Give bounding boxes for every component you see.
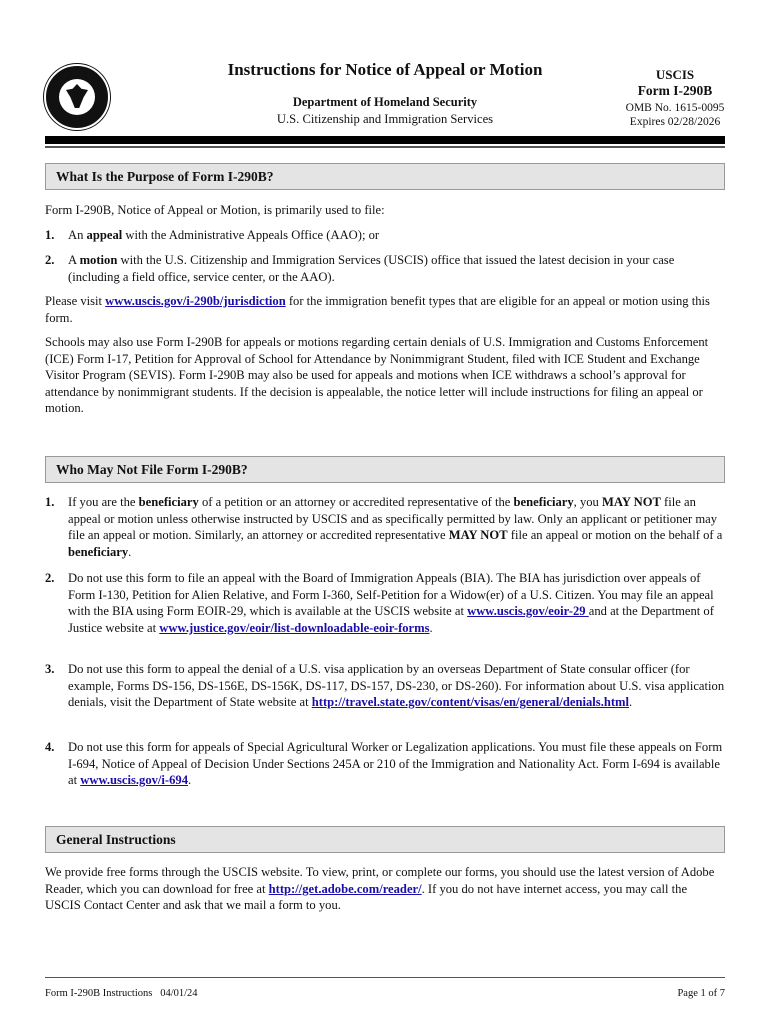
list-item: 1. An appeal with the Administrative Appeals Office (AAO); or [45,228,380,242]
list-item: 2. A motion with the U.S. Citizenship and Immigration Services (USCIS) office that issued the latest decision in your case (including a field office, service center, or the AAO). [45,253,675,284]
list-item: 4. Do not use this form for appeals of Special Agricultural Worker or Legalization applications. You must file these appeals on Form I-694, Notice of Appeal of Decision Under Sections 245A or 210 of the Immigration and Nationality Act. Form I-694 is available at www.uscis.gov/i-694. [45,740,723,788]
dhs-seal-icon [44,64,110,130]
page-number: Page 1 of 7 [677,988,725,999]
adobe-reader-link[interactable]: http://get.adobe.com/reader/ [268,881,422,896]
agency: U.S. Citizenship and Immigration Services [276,112,494,126]
department: Department of Homeland Security [292,95,478,109]
header-divider [45,136,725,144]
omb-number: OMB No. 1615-0095 [625,102,725,114]
i-694-link[interactable]: www.uscis.gov/i-694 [80,773,189,788]
eoir-29-link[interactable]: www.uscis.gov/eoir-29 [467,604,589,619]
header-divider-thin [45,146,725,148]
list-item: 1. If you are the beneficiary of a petition or an attorney or accredited representative of the beneficiary, you MAY NOT file an appeal or motion unless otherwise instructed by USCIS and as specifically permitted by law. Only an applicant or petitioner may file an appeal or motion. Similarly, an attorney or accredited representative MAY NOT file an appeal or motion on the behalf of a beneficiary. [45,495,723,559]
schools-paragraph: Schools may also use Form I-290B for appeals or motions regarding certain denials of U.S. Immigration and Customs Enforcement (ICE) Form I-17, Petition for Approval of School for Attendance by Nonimmigrant Student, filed with ICE Student and Exchange Visitor Program (SEVIS). Form I-290B may also be used for appeals and motions when ICE withdraws a school’s approval for attendance by nonimmigrant students. If the decision is appealable, the notice letter will include instructions for filing an appeal or motion. [45,335,709,416]
section-heading-who-may-not-file: Who May Not File Form I-290B? [45,456,725,483]
list-item: 2. Do not use this form to file an appeal with the Board of Immigration Appeals (BIA). The BIA has jurisdiction over appeals of Form I-130, Petition for Alien Relative, and Form I-360, Self-Petition for a Widow(er) of a U.S. Citizen. You may file an appeal with the BIA using Form EOIR-29, which is available at the USCIS website at www.uscis.gov/eoir-29 and at the Department of Justice website at www.justice.gov/eoir/list-downloadable-eoir-forms. [45,571,714,635]
state-denials-link[interactable]: http://travel.state.gov/content/visas/en/general/denials.html [311,695,630,710]
footer-divider [45,977,725,978]
expiration-date: Expires 02/28/2026 [629,116,721,128]
section-heading-purpose: What Is the Purpose of Form I-290B? [45,163,725,190]
jurisdiction-link[interactable]: www.uscis.gov/i-290b/jurisdiction [105,294,286,308]
section-heading-general-instructions: General Instructions [45,826,725,853]
form-number: Form I-290B [637,83,713,98]
footer-form-info: Form I-290B Instructions 04/01/24 [45,988,198,999]
general-paragraph: We provide free forms through the USCIS website. To view, print, or complete our forms, you should use the latest version of Adobe Reader, which you can download for free at http://get.adobe.com/reader/. If you do not have internet access, you may call the USCIS Contact Center and ask that we mail a form to you. [45,865,715,913]
agency-short: USCIS [655,67,695,82]
justice-forms-link[interactable]: www.justice.gov/eoir/list-downloadable-eoir-forms [159,620,430,635]
purpose-intro: Form I-290B, Notice of Appeal or Motion, is primarily used to file: [45,203,385,217]
doc-title: Instructions for Notice of Appeal or Motion [227,60,543,79]
list-item: 3. Do not use this form to appeal the denial of a U.S. visa application by an overseas Department of State consular officer (for example, Forms DS-156, DS-156E, DS-156K, DS-117, DS-157, DS-230, or DS-260). For information about U.S. visa application denials, visit the Department of State website at http://travel.state.gov/content/visas/en/general/denials.html. [45,662,725,710]
jurisdiction-paragraph: Please visit www.uscis.gov/i-290b/jurisdiction for the immigration benefit types that are eligible for an appeal or motion using this form. [45,294,710,325]
